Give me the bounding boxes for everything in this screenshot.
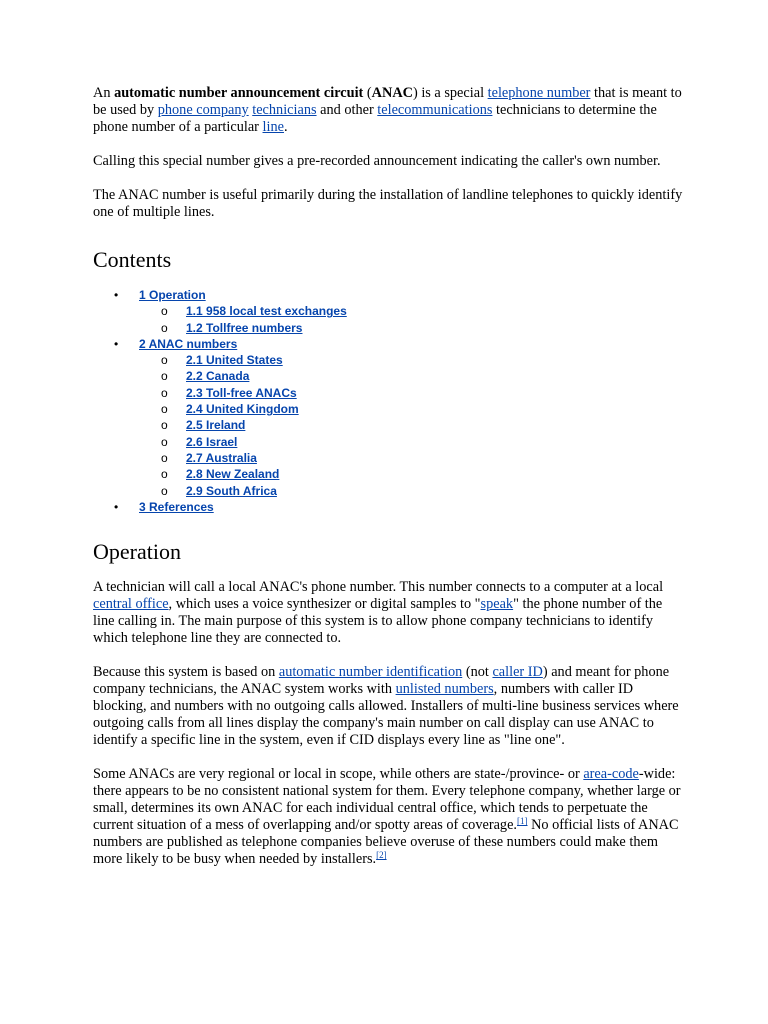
text: Some ANACs are very regional or local in scope, while others are state-/province- or (93, 766, 584, 783)
text: technicians to determine the phone number of a particular (93, 102, 657, 135)
toc-subitem (93, 450, 683, 466)
text: ( (363, 85, 372, 101)
text: -wide: there appears to be no consistent national system for them. Every telephone company, whether large or small, determines its own ANAC for each individual central office, which tends to perpetuate the current situation of a mess of overlapping and/or spotty areas of coverage. (93, 766, 681, 834)
link-area-code[interactable]: area-code (583, 766, 639, 783)
toc-sublist (93, 352, 683, 499)
abbr-bold: ANAC (371, 85, 413, 101)
toc-link[interactable]: 2 ANAC numbers (139, 336, 238, 351)
text: " the phone number of the line calling in. The main purpose of this system is to allow phone company technicians to identify which telephone line they are connected to. (93, 596, 663, 647)
toc-sublink[interactable]: 1.2 Tollfree numbers (186, 320, 303, 335)
reference-link-1[interactable]: [1] (517, 816, 528, 827)
toc-list (93, 287, 683, 515)
text: ) and meant for phone company technicians, the ANAC system works with (93, 664, 670, 698)
bullet-icon: • (114, 499, 119, 514)
toc-sublink[interactable]: 2.4 United Kingdom (186, 402, 299, 417)
bullet-icon: • (114, 336, 119, 351)
toc-item (93, 287, 683, 336)
bullet-icon: • (114, 288, 119, 302)
link-technicians[interactable]: technicians (252, 102, 317, 118)
link-central-office[interactable]: central office (93, 596, 169, 613)
link-phone-company[interactable]: phone company (157, 102, 249, 118)
circle-bullet-icon: o (161, 450, 168, 465)
circle-bullet-icon: o (161, 369, 168, 384)
operation-paragraph-3 (93, 766, 683, 868)
toc-subitem (93, 483, 683, 499)
contents-heading: Contents (93, 247, 172, 272)
toc-sublist (93, 303, 683, 336)
circle-bullet-icon: o (161, 467, 168, 482)
link-caller-id[interactable]: caller ID (492, 664, 543, 681)
toc-link[interactable]: 3 References (139, 499, 214, 514)
toc-subitem (93, 368, 683, 384)
toc-subitem (93, 401, 683, 417)
term-bold: automatic number announcement circuit (114, 85, 364, 101)
operation-paragraph-2 (93, 664, 683, 749)
link-line[interactable]: line (262, 119, 284, 135)
intro-paragraph-3: The ANAC number is useful primarily during the installation of landline telephones to quickly identify one of multiple lines. (93, 187, 683, 220)
link-unlisted-numbers[interactable]: unlisted numbers (395, 681, 494, 698)
circle-bullet-icon: o (161, 418, 168, 433)
circle-bullet-icon: o (161, 483, 168, 498)
text: Because this system is based on (93, 664, 279, 681)
toc-sublink[interactable]: 2.8 New Zealand (186, 467, 280, 482)
toc-subitem (93, 434, 683, 450)
operation-paragraph-1 (93, 579, 683, 647)
toc-sublink[interactable]: 2.9 South Africa (186, 483, 277, 498)
toc-item (93, 336, 683, 499)
intro-paragraph-1 (93, 85, 683, 136)
circle-bullet-icon: o (161, 320, 168, 335)
toc-sublink[interactable]: 1.1 958 local test exchanges (186, 304, 347, 319)
circle-bullet-icon: o (161, 385, 168, 400)
toc-item (93, 499, 683, 515)
operation-heading: Operation (93, 539, 181, 565)
intro-paragraph-2: Calling this special number gives a pre-recorded announcement indicating the caller's own number. (93, 153, 661, 169)
toc-sublink[interactable]: 2.5 Ireland (186, 418, 246, 433)
link-telecommunications[interactable]: telecommunications (377, 102, 493, 118)
reference-link-2[interactable]: [2] (376, 850, 387, 861)
toc-link[interactable]: 1 Operation (139, 288, 206, 302)
toc-sublink[interactable]: 2.7 Australia (186, 450, 257, 465)
link-automatic-number-identification[interactable]: automatic number identification (278, 664, 463, 681)
article-body (93, 85, 683, 885)
circle-bullet-icon: o (161, 353, 168, 368)
toc-subitem (93, 385, 683, 401)
text: that is meant to be used by (93, 85, 682, 118)
text: (not (462, 664, 493, 681)
text: , which uses a voice synthesizer or digital samples to " (168, 596, 481, 613)
text: A technician will call a local ANAC's phone number. This number connects to a computer at a local (93, 579, 664, 596)
text: ) is a special (412, 85, 488, 101)
toc-sublink[interactable]: 2.6 Israel (186, 434, 238, 449)
text: No official lists of ANAC numbers are published as telephone companies believe overuse of these numbers could make them more likely to be busy when needed by installers. (93, 817, 679, 868)
toc-subitem (93, 303, 683, 319)
toc-sublink[interactable]: 2.2 Canada (186, 369, 250, 384)
circle-bullet-icon: o (161, 304, 168, 319)
text: , numbers with caller ID blocking, and numbers with no outgoing calls allowed. Installers of multi-line business services where outgoing calls from all lines display the company's main number on call display can use ANAC to identify a specific line in the system, even if CID displays every line as "line one". (93, 681, 679, 749)
circle-bullet-icon: o (161, 402, 168, 417)
toc-subitem (93, 352, 683, 368)
text: and other (316, 102, 378, 118)
circle-bullet-icon: o (161, 434, 168, 449)
toc-subitem (93, 466, 683, 482)
toc-subitem (93, 417, 683, 433)
link-speak[interactable]: speak (480, 596, 514, 613)
link-telephone-number[interactable]: telephone number (487, 85, 591, 101)
toc-subitem (93, 320, 683, 336)
toc-sublink[interactable]: 2.3 Toll-free ANACs (186, 385, 297, 400)
text: . (283, 119, 288, 135)
table-of-contents (93, 287, 683, 515)
toc-sublink[interactable]: 2.1 United States (186, 353, 283, 368)
text: An (93, 85, 115, 101)
